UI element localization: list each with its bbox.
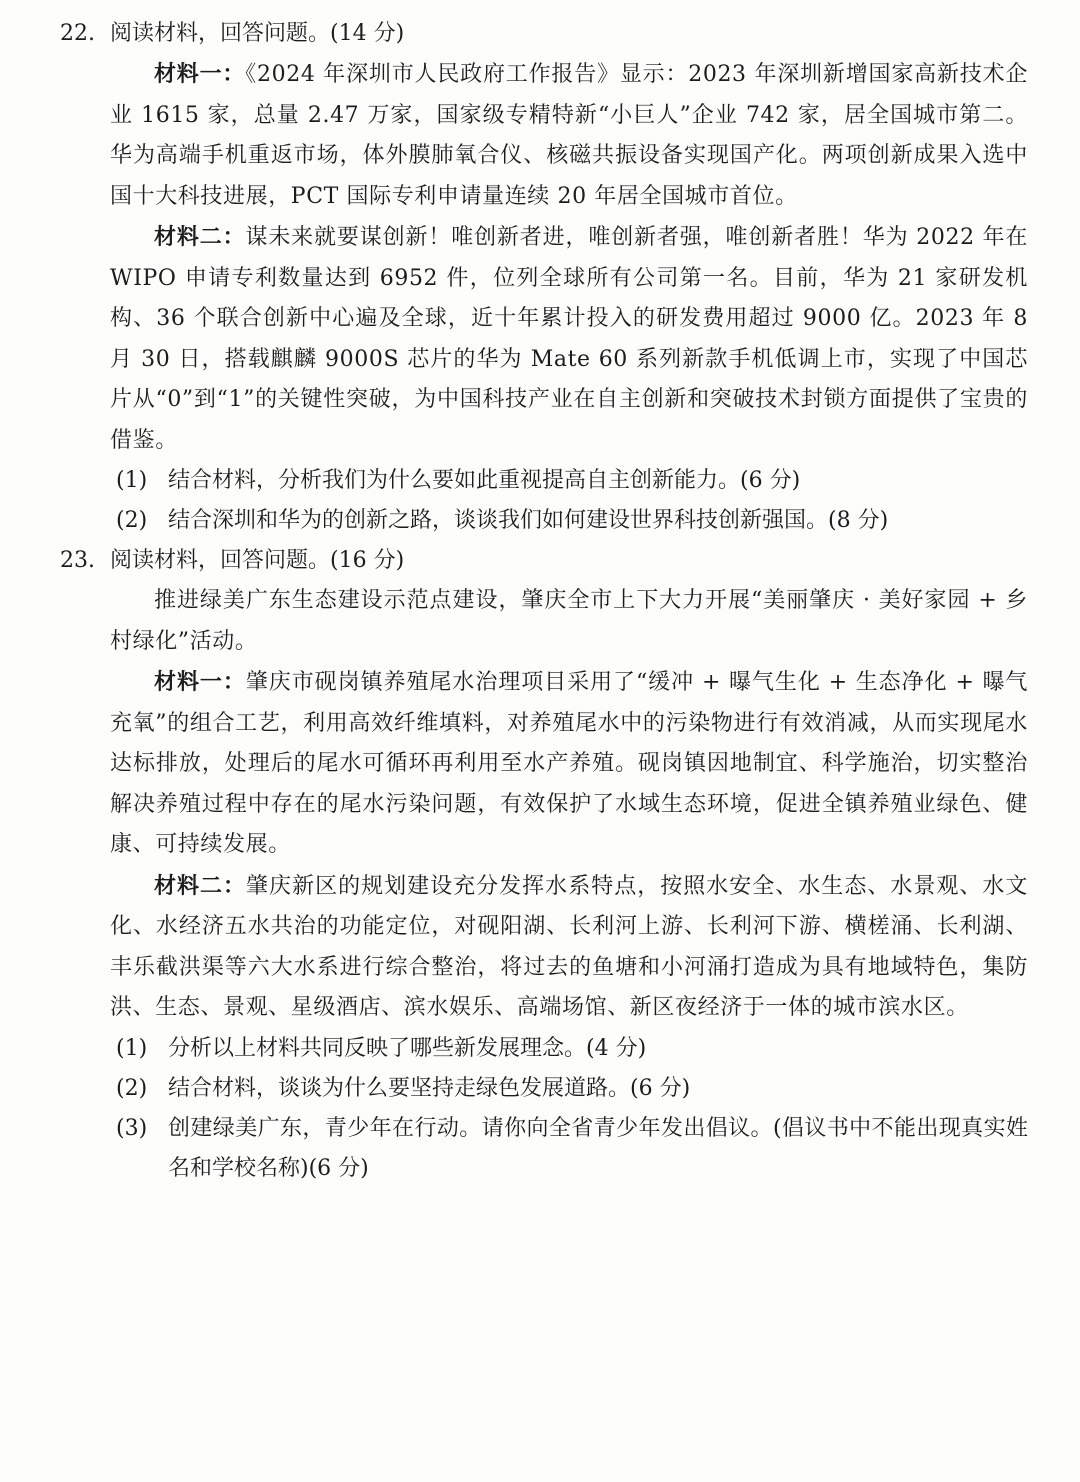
question-number: 22.: [60, 21, 95, 46]
question-prompt: 阅读材料，回答问题。(16 分): [110, 548, 405, 573]
question-number: 23.: [60, 548, 95, 573]
material-paragraph: [110, 217, 1028, 461]
material-text: 肇庆新区的规划建设充分发挥水系特点，按照水安全、水生态、水景观、水文化、水经济五水共治的功能定位，对砚阳湖、长利河上游、长利河下游、横槎涌、长利湖、丰乐截洪渠等六大水系进行综合整治，将过去的鱼塘和小河涌打造成为具有地域特色，集防洪、生态、景观、星级酒店、滨水娱乐、高端场馆、新区夜经济于一体的城市滨水区。: [110, 873, 1028, 1020]
question-header: [60, 14, 1028, 54]
question-23: [60, 541, 1028, 1189]
material-paragraph: [110, 662, 1028, 866]
sub-question-number: (2): [116, 1075, 148, 1101]
sub-question-number: (1): [116, 1035, 148, 1061]
sub-question: [116, 501, 1028, 541]
material-label: 材料一：: [154, 61, 246, 87]
sub-question: [116, 1029, 1028, 1069]
sub-question-text: 结合深圳和华为的创新之路，谈谈我们如何建设世界科技创新强国。(8 分): [168, 508, 889, 533]
sub-question-number: (1): [116, 468, 148, 493]
question-header: [60, 541, 1028, 581]
intro-paragraph: 推进绿美广东生态建设示范点建设，肇庆全市上下大力开展“美丽肇庆 · 美好家园 + 乡村绿化”活动。: [110, 588, 1028, 654]
sub-question-text: 结合材料，分析我们为什么要如此重视提高自主创新能力。(6 分): [168, 468, 801, 493]
material-text: 《2024 年深圳市人民政府工作报告》显示：2023 年深圳新增国家高新技术企业 1615 家，总量 2.47 万家，国家级专精特新“小巨人”企业 742 家，居全国城市第二。华为高端手机重返市场，体外膜肺氧合仪、核磁共振设备实现国产化。两项创新成果入选中国十大科技进展，PCT 国际专利申请量连续 20 年居全国城市首位。: [110, 62, 1028, 209]
sub-question-text: 创建绿美广东，青少年在行动。请你向全省青少年发出倡议。(倡议书中不能出现真实姓名和学校名称)(6 分): [168, 1115, 1028, 1181]
material-text: 肇庆市砚岗镇养殖尾水治理项目采用了“缓冲 + 曝气生化 + 生态净化 + 曝气充氧”的组合工艺，利用高效纤维填料，对养殖尾水中的污染物进行有效消减，从而实现尾水达标排放，处理后的尾水可循环再利用至水产养殖。砚岗镇因地制宜、科学施治，切实整治解决养殖过程中存在的尾水污染问题，有效保护了水域生态环境，促进全镇养殖业绿色、健康、可持续发展。: [110, 670, 1028, 857]
material-paragraph: [110, 866, 1028, 1029]
material-text: 谋未来就要谋创新！唯创新者进，唯创新者强，唯创新者胜！华为 2022 年在 WIPO 申请专利数量达到 6952 件，位列全球所有公司第一名。目前，华为 21 家研发机构、36 个联合创新中心遍及全球，近十年累计投入的研发费用超过 9000 亿。2023 年 8 月 30 日，搭载麒麟 9000S 芯片的华为 Mate 60 系列新款手机低调上市，实现了中国芯片从“0”到“1”的关键性突破，为中国科技产业在自主创新和突破技术封锁方面提供了宝贵的借鉴。: [110, 225, 1028, 453]
sub-question-text: 分析以上材料共同反映了哪些新发展理念。(4 分): [168, 1035, 647, 1061]
sub-question: [116, 461, 1028, 501]
material-label: 材料一：: [154, 669, 246, 695]
sub-question: [116, 1109, 1028, 1189]
material-label: 材料二：: [154, 224, 246, 250]
sub-question-number: (3): [116, 1115, 148, 1141]
question-prompt: 阅读材料，回答问题。(14 分): [110, 21, 405, 46]
material-label: 材料二：: [154, 872, 247, 899]
question-22: [60, 14, 1028, 541]
sub-question-text: 结合材料，谈谈为什么要坚持走绿色发展道路。(6 分): [168, 1075, 691, 1101]
sub-question: [116, 1069, 1028, 1109]
material-paragraph: [110, 54, 1028, 217]
sub-question-number: (2): [116, 508, 148, 533]
